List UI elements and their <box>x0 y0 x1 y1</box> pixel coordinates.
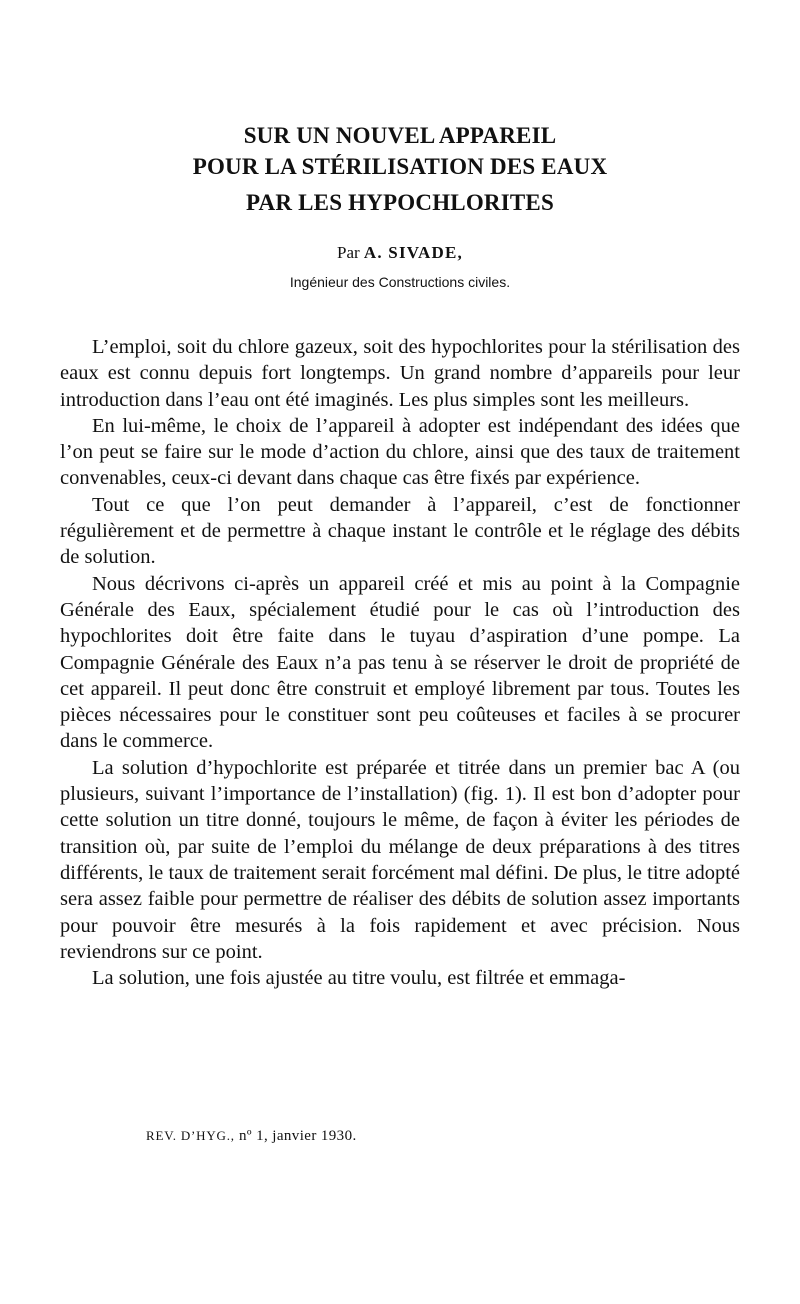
author-prefix: Par <box>337 243 360 262</box>
article-title-line-3: PAR LES HYPOCHLORITES <box>246 190 554 215</box>
article-title-line-1: SUR UN NOUVEL APPAREIL <box>243 123 557 148</box>
paragraph-3: Tout ce que l’on peut demander à l’appareil, c’est de fonctionner régulièrement et de permettre à chaque instant le contrôle et le réglage des débits de solution. <box>60 493 740 569</box>
author-line <box>0 242 800 264</box>
footer-journal: REV. D’HYG., <box>146 1128 235 1143</box>
article-body <box>60 334 740 991</box>
paragraph-2: En lui-même, le choix de l’appareil à adopter est indépendant des idées que l’on peut se faire sur le mode d’action du chlore, ainsi que des taux de traitement convenables, ceux-ci devant dans chaque cas être fixés par expérience. <box>60 414 740 490</box>
footer-issue: nº 1, janvier 1930. <box>238 1128 357 1144</box>
paragraph-1: L’emploi, soit du chlore gazeux, soit des hypochlorites pour la stérilisation des eaux est connu depuis fort longtemps. Un grand nombre d’appareils pour leur introduction dans l’eau ont été imaginés. Les plus simples sont les meilleurs. <box>60 336 740 411</box>
paragraph-5: La solution d’hypochlorite est préparée et titrée dans un premier bac A (ou plusieurs, suivant l’importance de l’installation) (fig. 1). Il est bon d’adopter pour cette solution un titre donné, toujours le même, de façon à éviter les périodes de transition où, par suite de l’emploi du mélange de deux préparations à des titres différents, le taux de traitement serait forcément mal défini. De plus, le titre adopté sera assez faible pour permettre de réaliser des débits de solution assez importants pour pouvoir être mesurés à la fois rapidement et avec précision. Nous reviendrons sur ce point. <box>60 756 740 963</box>
page-footer <box>146 1126 357 1146</box>
article-title-line-2: POUR LA STÉRILISATION DES EAUX <box>192 154 608 179</box>
author-name: A. SIVADE, <box>363 243 463 262</box>
paragraph-4: Nous décrivons ci-après un appareil créé et mis au point à la Compagnie Générale des Eaux, spécialement étudié pour le cas où l’introduction des hypochlorites doit être faite dans le tuyau d’aspiration d’une pompe. La Compagnie Générale des Eaux n’a pas tenu à se réserver le droit de propriété de cet appareil. Il peut donc être construit et employé librement par tous. Toutes les pièces nécessaires pour le constituer sont peu coûteuses et faciles à se procurer dans le commerce. <box>60 572 740 753</box>
author-affiliation: Ingénieur des Constructions civiles. <box>289 274 511 290</box>
paragraph-6: La solution, une fois ajustée au titre voulu, est filtrée et emmaga- <box>92 967 626 990</box>
